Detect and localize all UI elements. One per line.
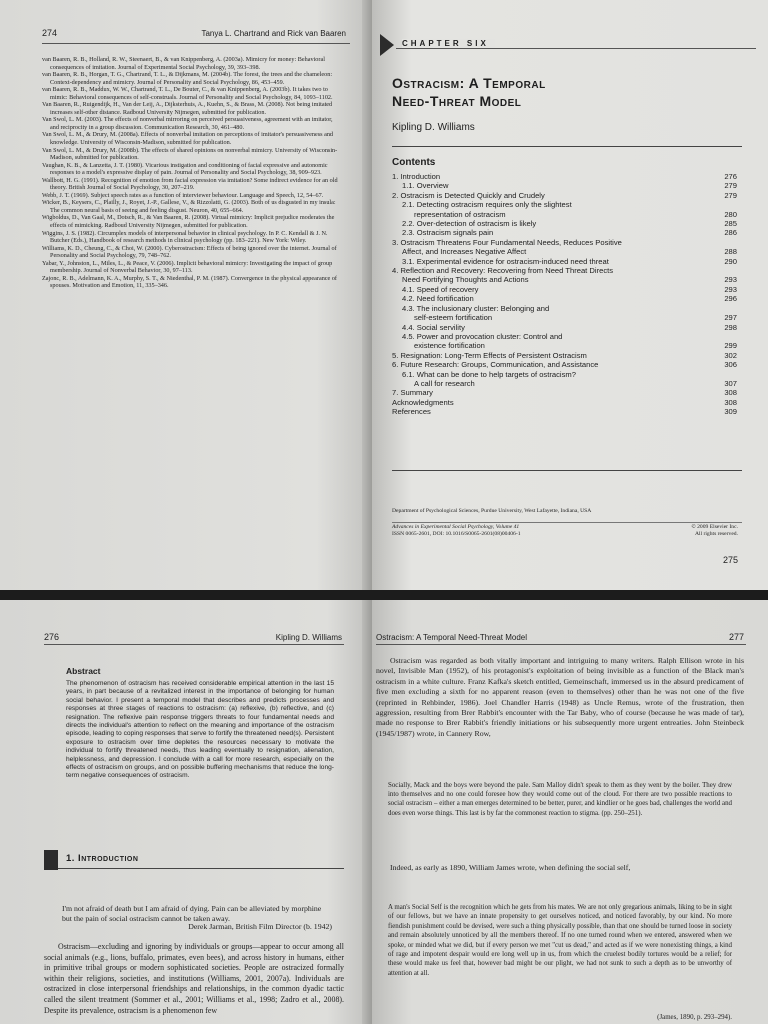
page-number: 274 — [42, 28, 58, 38]
page-edge — [362, 0, 372, 600]
page-274 — [0, 0, 372, 600]
rights-note: All rights reserved. — [694, 531, 738, 537]
toc-entry-text: 4.2. Need fortification — [402, 294, 474, 304]
toc-entry — [392, 191, 737, 200]
toc-entry — [392, 294, 737, 303]
toc-entry-page: 276 — [724, 172, 737, 181]
epigraph-source: Derek Jarman, British Film Director (b. 1942) — [188, 922, 332, 931]
header-rule — [376, 644, 746, 645]
toc-entry-text: Need Fortifying Thoughts and Actions — [402, 275, 529, 285]
body-paragraph-2: Indeed, as early as 1890, William James wrote, when defining the social self, — [390, 863, 631, 872]
toc-entry-page: 279 — [724, 181, 737, 191]
toc-entry — [392, 370, 737, 379]
block-quote-steinbeck: Socially, Mack and the boys were beyond the pale. Sam Malloy didn't speak to them as they went by the boiler. They drew into themselves and no one could foresee how they would come out of the cloud. For there are two possible reactions to social ostracism – either a man emerges determined to be better, purer, and kindlier or he goes bad, challenges the world and does even worse things. This last is by far the commonest reaction to stigma. (pp. 250–251). — [388, 782, 732, 817]
toc-entry-text: 2.2. Over-detection of ostracism is likely — [402, 219, 537, 229]
toc-entry-page: 299 — [724, 341, 737, 351]
toc-entry-text: 3. Ostracism Threatens Four Fundamental Needs, Reduces Positive — [392, 237, 622, 247]
toc-entry-text: representation of ostracism — [414, 209, 506, 219]
toc-entry-page: 285 — [724, 219, 737, 229]
toc-entry-text: 4.5. Power and provocation cluster: Control and — [402, 331, 563, 341]
toc-entry — [392, 257, 737, 266]
reference-entry: Van Swol, L. M. (2003). The effects of nonverbal mirroring on perceived persuasiveness, agreement with an imitator, and reciprocity in a group discussion. Communication Research, 30, 461–480. — [42, 116, 333, 131]
section-marker-icon — [44, 850, 58, 870]
body-paragraph-1: Ostracism was regarded as both vitally important and intriguing to many writers. Ralph Ellison wrote in his novel, Invisible Man (1952), of his protagonist's exploitation of being invisible as a function of the Black man's ostracism in a white culture. Franz Kafka's sketch entitled, Gemeinschaft, immersed us in the absurd predicament of five men excluding a sixth for no apparent reason (even to themselves) other than he was not one of the five (reprinted in Rehbinder, 1986). Joel Chandler Harris (1948) as Uncle Remus, wrote of the frustration, then aggression, resulting from Brer Rabbit's encounter with the Tar Baby, who of course (because he was made of tar), made no response to Brer Rabbit's friendly initiations or his subsequently more urgent entreaties. John Steinbeck (1945/1987) wrote, in Cannery Row, — [376, 656, 744, 738]
reference-entry: Wiggins, J. S. (1982). Circumplex models of interpersonal behavior in clinical psychology. In P. C. Kendall & J. N. Butcher (Eds.), Handbook of research methods in clinical psychology (pp. 183–221). New York: Wiley. — [42, 229, 328, 245]
reference-entry: Vaughan, K. B., & Lanzetta, J. T. (1980). Vicarious instigation and conditioning of facial expressive and autonomic responses to a model's expressive display of pain. Journal of Personality and Social Psychology, 38, 909–923. — [42, 161, 328, 177]
toc-entry — [392, 266, 737, 275]
toc-entry — [392, 351, 737, 360]
toc-entry — [392, 398, 737, 407]
toc-entry-page: 298 — [724, 322, 737, 332]
toc-entry-text: 4. Reflection and Recovery: Recovering from Need Threat Directs — [392, 266, 614, 276]
toc-entry-page: 302 — [724, 350, 737, 360]
journal-line: Advances in Experimental Social Psychology, Volume 41 — [392, 524, 520, 530]
abstract-heading: Abstract — [66, 666, 101, 676]
toc-entry — [392, 407, 737, 416]
chapter-title-line-1: Ostracism: A Temporal — [392, 75, 546, 91]
epigraph: I'm not afraid of death but I am afraid of dying. Pain can be alleviated by morphine but the pain of social ostracism cannot be taken away. — [62, 904, 322, 923]
toc-entry-text: 2. Ostracism is Detected Quickly and Crudely — [392, 190, 545, 200]
toc-entry — [392, 313, 737, 322]
abstract-text: The phenomenon of ostracism has received considerable empirical attention in the last 15 years, in part because of a revitalized interest in the importance of belonging for human social behavior. I present a temporal model that describes and predicts processes and responses at three stages of reactions to ostracism: (a) reflexive, (b) reflective, and (c) resignation. The reflexive pain response triggers threats to four fundamental needs and directs the individual's attention to reflect on the meaning and importance of the ostracism episode, leading to coping responses that serve to fortify the threatened need(s). Persistent exposure to ostracism over time depletes the resources necessary to motivate the individual to fortify threatened needs, thus leading eventually to resignation, alienation, helplessness, and depression. I conclude with a call for more research, especially on the effects of ostracism on groups, and on possible buffering mechanisms that reduce the long-term negative consequences of ostracism. — [66, 680, 334, 780]
body-paragraph: Ostracism—excluding and ignoring by individuals or groups—appear to occur among all social animals (e.g., lions, buffalo, primates, even bees), and across history in humans, either in primitive tribal groups or modern sophisticated societies. People are ostracized formally within their religions, societies, and institutions (Williams, 2001, 2007a). Individuals are ostracized in close interpersonal friendships and relationships, in the common dyadic tactic called the silent treatment (Sommer et al., 2001; Williams et al., 1998; Zadro et al., 2008). Despite its prevalence, ostracism is a phenomenon few — [44, 942, 344, 1015]
toc-entry — [392, 341, 737, 350]
toc-entry-text: 3.1. Experimental evidence for ostracism-induced need threat — [402, 256, 609, 266]
toc-entry-text: Affect, and Increases Negative Affect — [402, 247, 527, 257]
toc-entry-text: 7. Summary — [392, 388, 433, 398]
chapter-title — [392, 74, 732, 110]
chapter-author: Kipling D. Williams — [392, 122, 475, 133]
toc-entry-text: 2.3. Ostracism signals pain — [402, 228, 494, 238]
page-275 — [372, 0, 768, 600]
toc-entry-page: 293 — [724, 284, 737, 294]
reference-entry: van Baaren, R. B., Maddux, W. W., Chartrand, T. L., De Bouter, C., & van Knippenberg, A. (2003b). It takes two to mimic: Behavioral consequences of self-construals. Journal of Personality and Social Psychology, 84, 1093–1102. — [42, 86, 333, 101]
table-of-contents — [392, 172, 737, 417]
toc-entry-text: self-esteem fortification — [414, 313, 493, 323]
chapter-banner — [380, 34, 764, 56]
toc-entry-page: 296 — [724, 294, 737, 304]
toc-entry — [392, 323, 737, 332]
section-title: 1. Introduction — [66, 853, 139, 864]
toc-entry-text: 6.1. What can be done to help targets of ostracism? — [402, 369, 576, 379]
reference-entry: Webb, J. T. (1969). Subject speech rates as a function of interviewer behaviour. Language and Speech, 12, 54–67. — [42, 191, 324, 199]
header-rule — [42, 43, 350, 44]
copyright: © 2009 Elsevier Inc. — [691, 524, 738, 530]
toc-entry — [392, 172, 737, 181]
reference-entry: Van Baaren, R., Ruigendijk, H., Van der Leij, A., Dijksterhuis, A., Kuehn, S., & Brass, M. (2008). Not being imitated increases self-other distance. Radboud University Nijmegen, submitted for publication. — [42, 101, 333, 116]
toc-entry-text: 4.3. The inclusionary cluster: Belonging and — [402, 303, 550, 313]
chapter-label: CHAPTER SIX — [402, 39, 495, 48]
toc-entry-text: 5. Resignation: Long-Term Effects of Persistent Ostracism — [392, 350, 587, 360]
toc-entry-text: A call for research — [414, 378, 475, 388]
toc-entry-page: 279 — [724, 190, 737, 200]
toc-entry-page: 286 — [724, 228, 737, 238]
toc-entry — [392, 379, 737, 388]
toc-entry — [392, 275, 737, 284]
toc-entry-page: 280 — [724, 209, 737, 219]
page-number: 276 — [44, 632, 60, 642]
toc-entry — [392, 219, 737, 228]
toc-entry-page: 290 — [724, 256, 737, 266]
toc-entry-text: References — [392, 407, 431, 417]
toc-entry-text: 1. Introduction — [392, 172, 441, 181]
toc-entry-page: 306 — [724, 360, 737, 370]
page-number: 277 — [728, 632, 744, 642]
toc-entry — [392, 228, 737, 237]
chapter-title-line-2: Need-Threat Model — [392, 93, 522, 109]
toc-entry — [392, 210, 737, 219]
toc-entry — [392, 200, 737, 209]
toc-entry-page: 288 — [724, 247, 737, 257]
reference-entry: Wallbott, H. G. (1991). Recognition of emotion from facial expression via imitation? Some indirect evidence for an old theory. British Journal of Social Psychology, 30, 207–219. — [42, 176, 338, 192]
toc-entry-text: Acknowledgments — [392, 397, 454, 407]
toc-entry — [392, 332, 737, 341]
toc-entry-page: 308 — [724, 397, 737, 407]
toc-entry-text: 4.4. Social servility — [402, 322, 465, 332]
section-rule — [58, 868, 344, 869]
reference-entry: Yabar, Y., Johnston, L., Miles, L., & Peace, V. (2006). Implicit behavioral mimicry: Investigating the impact of group membership. Journal of Nonverbal Behavior, 30, 97–113. — [42, 259, 333, 275]
page-number: 275 — [722, 555, 738, 565]
chapter-arrow-icon — [380, 34, 394, 56]
toc-entry-page: 307 — [724, 378, 737, 388]
toc-entry — [392, 360, 737, 369]
chapter-rule — [396, 48, 756, 49]
toc-entry — [392, 304, 737, 313]
footer-rule — [392, 522, 742, 523]
page-edge — [362, 600, 372, 1024]
section-heading — [44, 850, 344, 866]
reference-entry: Wicker, B., Keysers, C., Plailly, J., Royet, J.-P., Gallese, V., & Rizzolatti, G. (2003). Both of us disgusted in my insula: The common neural basis of seeing and feeling disgust. Neuron, 40, 655–664. — [42, 199, 336, 214]
toc-entry — [392, 238, 737, 247]
header-rule — [44, 644, 344, 645]
reference-entry: Zajonc, R. B., Adelmann, K. A., Murphy, S. T., & Niedenthal, P. M. (1987). Convergence in the physical appearance of spouses. Motivation and Emotion, 11, 335–346. — [42, 274, 337, 290]
running-head: Ostracism: A Temporal Need-Threat Model — [376, 633, 528, 642]
toc-entry — [392, 181, 737, 190]
page-277 — [372, 600, 768, 1024]
running-head: Kipling D. Williams — [275, 633, 342, 642]
toc-entry — [392, 247, 737, 256]
toc-entry-page: 293 — [724, 275, 737, 285]
toc-entry-page: 309 — [724, 407, 737, 417]
toc-entry-text: 2.1. Detecting ostracism requires only the slightest — [402, 200, 572, 210]
reference-entry: van Baaren, R. B., Holland, R. W., Steenaert, B., & van Knippenberg, A. (2003a). Mimicry for money: Behavioral consequences of imitation. Journal of Experimental Social Psychology, 39, 393–398. — [42, 56, 325, 71]
toc-entry — [392, 388, 737, 397]
toc-entry-text: 6. Future Research: Groups, Communication, and Assistance — [392, 360, 599, 370]
reference-entry: Van Swol, L. M., & Drury, M. (2008b). The effects of shared opinions on nonverbal mimicry. University of Wisconsin-Madison, submitted for publication. — [42, 146, 338, 162]
toc-entry-text: 1.1. Overview — [402, 181, 449, 191]
toc-entry-page: 297 — [724, 313, 737, 323]
reference-entry: Wigboldus, D., Van Gaal, M., Dotsch, R., & Van Baaren, R. (2008). Virtual mimicry: Implicit prejudice moderates the effects of mimicking. Radboud University Nijmegen, submitted for publication. — [42, 214, 335, 230]
toc-entry-text: 4.1. Speed of recovery — [402, 284, 479, 294]
toc-entry — [392, 285, 737, 294]
running-head: Tanya L. Chartrand and Rick van Baaren — [201, 29, 346, 38]
author-rule — [392, 146, 742, 147]
toc-entry-page: 308 — [724, 388, 737, 398]
contents-end-rule — [392, 470, 742, 471]
block-quote-source: (James, 1890, p. 293–294). — [657, 1014, 732, 1021]
page-276 — [0, 600, 372, 1024]
reference-entry: Van Swol, L. M., & Drury, M. (2008a). Effects of nonverbal imitation on perceptions of imitator's persuasiveness and knowledge. University of Wisconsin-Madison, submitted for publication. — [42, 131, 334, 147]
reference-entry: Williams, K. D., Cheung, C., & Choi, W. (2000). Cyberostracism: Effects of being ignored over the internet. Journal of Personality and Social Psychology, 79, 748–762. — [42, 244, 337, 260]
contents-heading: Contents — [392, 157, 436, 168]
issn-line: ISSN 0065-2601, DOI: 10.1016/S0065-2601(08)00406-1 — [392, 531, 521, 537]
reference-entry: van Baaren, R. B., Horgan, T. G., Chartrand, T. L., & Dijkmans, M. (2004b). The forest, the trees and the chameleon: Context-dependency and mimicry. Journal of Personality and Social Psychology, 86, 453–459. — [42, 71, 333, 86]
toc-entry-text: existence fortification — [414, 341, 485, 351]
block-quote-james: A man's Social Self is the recognition which he gets from his mates. We are not only gregarious animals, liking to be in sight of our fellows, but we have an innate propensity to get ourselves noticed, and noticed favorably, by our kind. No more fiendish punishment could be devised, were such a thing physically possible, than that one should be turned loose in society and remain absolutely unnoticed by all the members thereof. If no one turned round when we entered, answered when we spoke, or minded what we did, but if every person we met "cut us dead," and acted as if we were nonexisting things, a kind of rage and impotent despair would ere long well up in us, from which the cruelest bodily tortures would be a relief; for these would make us feel that, however bad might be our plight, we had not sunk to such a depth as to be unworthy of attention at all. — [388, 904, 732, 977]
affiliation: Department of Psychological Sciences, Purdue University, West Lafayette, Indiana, USA — [392, 508, 592, 514]
reference-list — [42, 56, 342, 290]
